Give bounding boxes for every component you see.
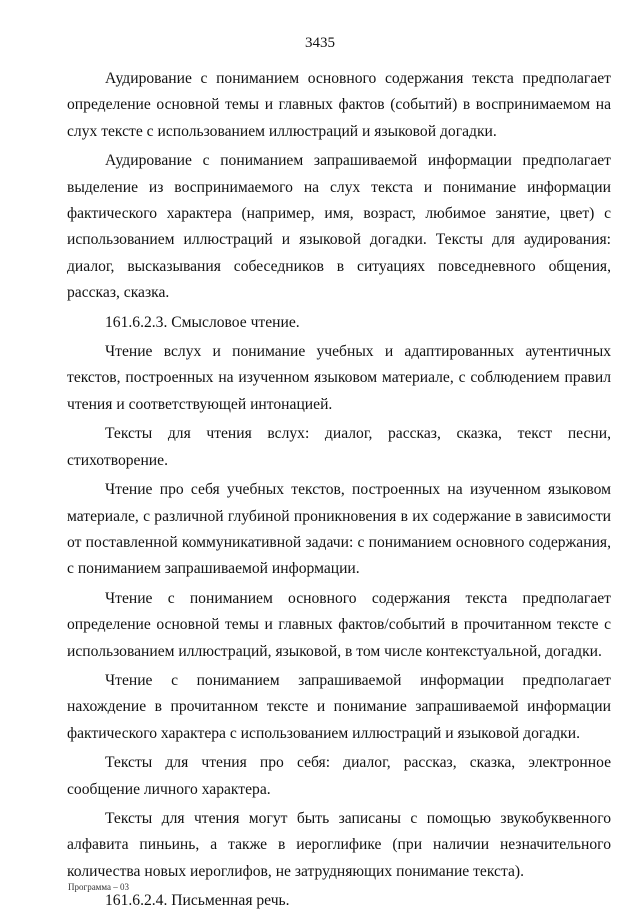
paragraph-listening-requested-info: Аудирование с пониманием запрашиваемой информации предполагает выделение из воспринимаемого на слух текста и понимание информации фактического характера (например, имя, возраст, любимое занятие, цвет) с использованием иллюстраций и языковой догадки. Тексты для аудирования: диалог, высказывания собеседников в ситуациях повседневного общения, рассказ, сказка. [67,152,611,302]
paragraph-reading-aloud: Чтение вслух и понимание учебных и адаптированных аутентичных текстов, построенных на изученном языковом материале, с соблюдением правил чтения и соответствующей интонацией. [67,343,611,413]
page-footer: Программа – 03 [68,882,130,892]
paragraph-listening-main-content: Аудирование с пониманием основного содержания текста предполагает определение основной темы и главных фактов (событий) в воспринимаемом на слух тексте с использованием иллюстраций и языковой догадки. [67,70,611,140]
document-body [67,66,611,918]
paragraph-texts-reading-aloud: Тексты для чтения вслух: диалог, рассказ, сказка, текст песни, стихотворение. [67,425,611,469]
paragraph-texts-silent-reading: Тексты для чтения про себя: диалог, рассказ, сказка, электронное сообщение личного характера. [67,754,611,798]
paragraph-silent-reading: Чтение про себя учебных текстов, построенных на изученном языковом материале, с различной глубиной проникновения в их содержание в зависимости от поставленной коммуникативной задачи: с пониманием основного содержания, с пониманием запрашиваемой информации. [67,481,611,578]
page-number: 3435 [305,35,335,51]
section-heading-reading: 161.6.2.3. Смысловое чтение. [105,313,300,331]
paragraph-reading-requested-info: Чтение с пониманием запрашиваемой информации предполагает нахождение в прочитанном тексте и понимание запрашиваемой информации фактического характера с использованием иллюстраций и языковой догадки. [67,671,611,742]
section-heading-writing: 161.6.2.4. Письменная речь. [105,892,290,910]
paragraph-pinyin-texts: Тексты для чтения могут быть записаны с помощью звукобуквенного алфавита пиньинь, а также в иероглифике (при наличии незначительного количества новых иероглифов, не затрудняющих понимание текста). [67,809,611,880]
paragraph-reading-main-content: Чтение с пониманием основного содержания текста предполагает определение основной темы и главных фактов/событий в прочитанном тексте с использованием иллюстраций, языковой, в том числе контекстуальной, догадки. [67,589,611,660]
